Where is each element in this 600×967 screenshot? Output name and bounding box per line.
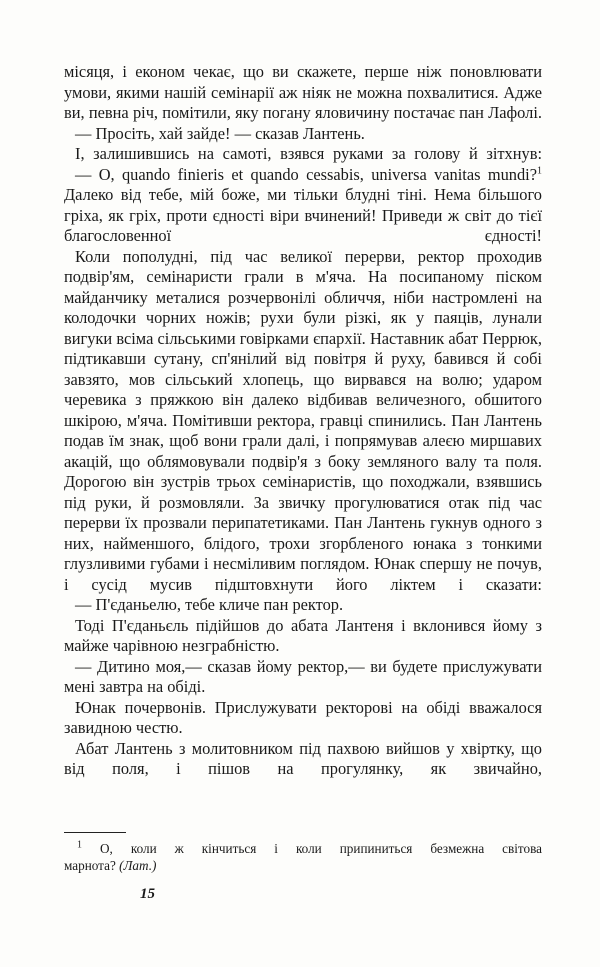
footnote-divider xyxy=(64,832,126,833)
paragraph-blush: Юнак почервонів. Прислужувати ректорові на обіді вважалося завидною честю. xyxy=(64,697,542,737)
footnote-text-2: марнота? xyxy=(64,858,116,873)
paragraph-walk: Абат Лантень з молитовником під пахвою вийшов у хвіртку, що від поля, і пішов на прогулянку, як звичайно, xyxy=(64,738,542,778)
footnote-marker: 1 xyxy=(77,839,82,851)
paragraph-dialogue-2: — П'єданьелю, тебе кличе пан ректор. xyxy=(75,595,344,614)
main-text xyxy=(64,62,542,780)
latin-quote: — О, quando finieris et quando cessabis, universa vanitas mundi? xyxy=(75,164,537,184)
footnote-reference: 1 xyxy=(537,165,542,177)
paragraph-sigh: І, залишившись на самоті, взявся руками за голову й зітхнув: xyxy=(75,144,542,163)
footnote-text-1: О, коли ж кінчиться і коли припиниться безмежна світова xyxy=(100,841,543,856)
paragraph-dialogue-1: — Просіть, хай зайде! — сказав Лантень. xyxy=(75,123,365,143)
footnote-line-1 xyxy=(64,840,542,857)
prayer-continuation: Далеко від тебе, мій боже, ми тільки блудні тіні. Нема більшого гріха, як гріх, проти єдності віри вчинений! Приведи ж світ до тієї благословенної єдності! xyxy=(64,185,542,245)
paragraph-dialogue-3: — Дитино моя,— сказав йому ректор,— ви будете прислужувати мені завтра на обіді. xyxy=(64,656,542,696)
paragraph-courtyard: Коли пополудні, під час великої перерви, ректор проходив подвір'ям, семінаристи грали в м'яча. На посипаному піском майданчику металися розчервонілі обличчя, ніби настромлені на колодочки чорних ножів; рухи були різкі, як у паяців, лунали вигуки всіма сільськими говірками єпархії. Наставник абат Перрюк, підтикавши сутану, сп'янілий від повітря й руху, бавився й собі завзято, мов сільський хлопець, що вирвався на волю; ударом черевика з пряжкою він далеко відбивав величезного, обшитого шкірою, м'яча. Помітивши ректора, гравці спинились. Пан Лантень подав їм знак, щоб вони грали далі, і попрямував алеєю миршавих акацій, що облямовували подвір'я з боку земляного валу та поля. Дорогою він зустрів трьох семінаристів, що походжали, взявшись під руки, й розмовляли. За звичку прогулюватися отак під час перерви їх прозвали перипатетиками. Пан Лантень гукнув одного з них, найменшого, блідого, трохи згорбленого юнака з тонкими глузливими губами і несміливим поглядом. Юнак спершу не почув, і сусід мусив підштовхнути його ліктем і сказати: xyxy=(64,246,542,594)
footnote-language-note: (Лат.) xyxy=(119,858,157,873)
footnote xyxy=(64,840,542,874)
page-number: 15 xyxy=(140,886,155,902)
paragraph-continuation: місяця, і економ чекає, що ви скажете, перше ніж поновлювати умови, якими нашій семінарії аж ніяк не можна похвалитися. Адже ви, певна річ, помітили, яку погану яловичину постачає пан Лафолі. xyxy=(64,62,542,122)
paragraph-piedagnel-approach: Тоді П'єданьєль підійшов до абата Лантеня і вклонився йому з майже чарівною незграбністю. xyxy=(64,615,542,655)
paragraph-latin-prayer xyxy=(64,165,542,247)
footnote-line-2 xyxy=(64,857,542,874)
